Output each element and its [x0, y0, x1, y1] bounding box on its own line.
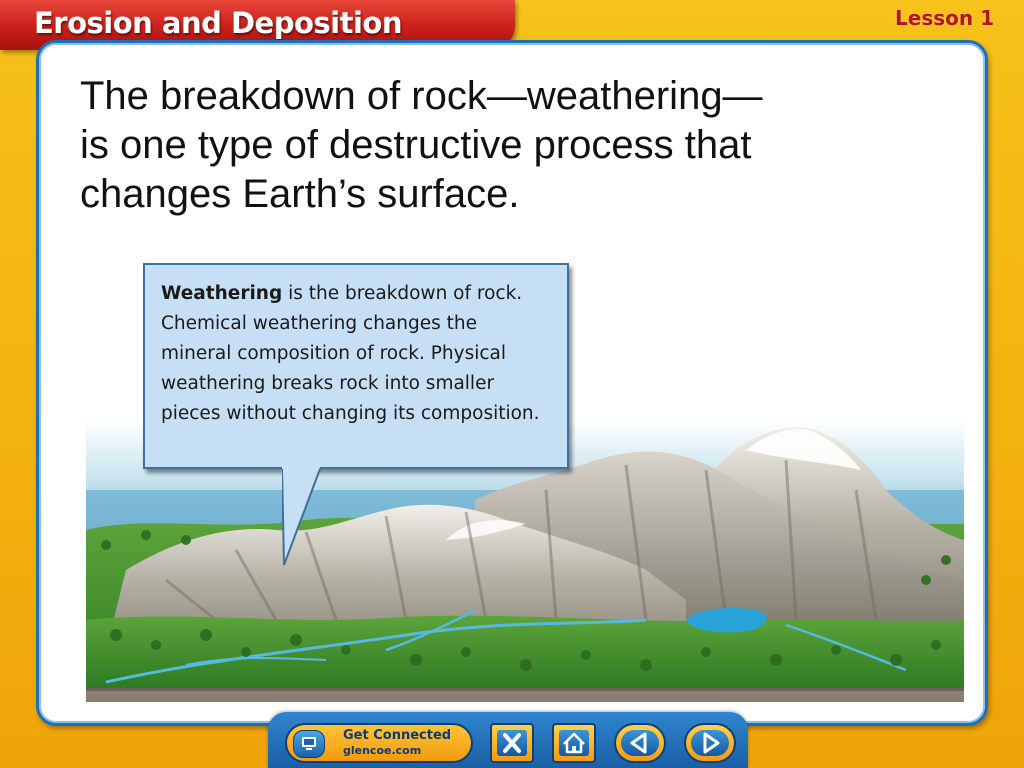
callout-term: Weathering	[161, 283, 283, 304]
main-text-line: The breakdown of rock—weathering—	[80, 74, 763, 118]
callout-text: is the breakdown of rock. Chemical weathering changes the mineral composition of rock. Physical weathering breaks rock into smaller pieces without changing its composition.	[161, 283, 540, 424]
weathering-callout	[143, 263, 569, 469]
next-button[interactable]	[684, 723, 736, 763]
get-connected-label: Get Connected	[343, 728, 452, 743]
home-icon	[554, 725, 594, 761]
previous-button[interactable]	[614, 723, 666, 763]
home-button[interactable]	[552, 723, 596, 763]
get-connected-button[interactable]	[285, 723, 473, 763]
main-text-line: changes Earth’s surface.	[80, 172, 520, 216]
slide-title: Erosion and Deposition	[34, 6, 402, 40]
main-text	[80, 72, 880, 219]
next-icon	[686, 725, 734, 761]
lesson-label: Lesson 1	[895, 6, 994, 30]
computer-icon	[293, 730, 325, 758]
get-connected-site: glencoe.com	[343, 744, 422, 757]
callout-pointer	[282, 467, 322, 567]
close-button[interactable]	[490, 723, 534, 763]
previous-icon	[616, 725, 664, 761]
close-icon	[492, 725, 532, 761]
main-text-line: is one type of destructive process that	[80, 123, 752, 167]
